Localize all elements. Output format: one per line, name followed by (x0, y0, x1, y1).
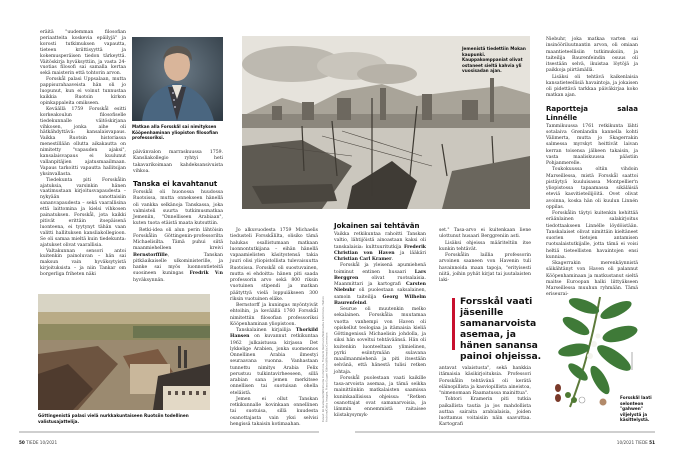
paragraph: Tammikuussa 1761 retkikunta lähti sotalaiva Grønlandin kannella kohti Välimerta, mutta jo Skagerrakin salmessa myrskyt heittivät laivan kerran toisensa jälkeen takaisin, ja vasta maaliskuussa päästiin Pohjanmerelle. (546, 123, 638, 166)
paragraph: Seurue oli muutenkin melko sekalainen. Forsskålia muutamaa vuotta vanhempi von Haven oli opiskellut teologiaa ja itämaisia kieliä Göttingenissä Michaelisin johdolla, ja siksi hän soveltui tehtäväänsä. Hän oli kuitenkin luonteeltaan ylimielinen, pyrki esiintymään sulavana maailmanmiehenä ja piti itsestään selvänä, että hänestä tulisi retken johtaja. (334, 307, 426, 375)
right-column-1 (334, 222, 426, 420)
pull-quote-bar (452, 298, 455, 350)
right-column-2-continued (439, 366, 531, 429)
paragraph: antavat valaistusta", sekä hankkia itämaisia käsikirjoituksia. Professori Forsskålin tehtävänä oli kerätä eläinopillista ja kasviopillista aineistoa, "nimenomaan Raamatussa mainittua". (439, 366, 531, 396)
paragraph: Keväällä 1759 Forsskål esitti korkeakoulun filosofiselle tiedekunnalle väitöskirjana vihkosen, jonka aihe oli hätkähdyttävä: kansalaisvapaus. Vaikka Ruotsin historiassa menestillään ollutta aikakautta on nimitetty "vapauden ajaksi", kansalaisvapaus ei kuulunut vallanpitäjien ajatusmaailmaan. Vapaus tarkoitti vapautta hallitsijan yksinvallasta. (40, 106, 126, 177)
page-number: 50 (19, 440, 25, 445)
page-folio-right (617, 440, 655, 445)
paragraph: Forsskålin täytyi kuitenkin kehittää eräänlainen salakirjoitus tiedottaakseen Linnélle löydöistään. Tanskalaiset olivat nimittäin kieltäneet suorien tietojen antamisen ruotsalaistutkijalle, jotta tämä ei voisi heltiä tieteellisten havaintojen ensi kunniaa. (546, 211, 638, 260)
right-column-2 (439, 228, 531, 284)
paragraph: Toukokuussa oltiin vihdoin Marseillessa, mistä Forsskål saattoi pistäytyä kuuluisassa Montpellier'n yliopistossa tapaamassa sikäläisiä eteviä kasvitieteilijöitä. Ovet olivat avoinna, koska hän oli kuulun Linnén oppilas. (546, 167, 638, 210)
paragraph: Skagerrakin merenkäynnistä säikähtänyt von Haven oli palannut Kööpenhaminaan ja matkustanut sieltä maitse Euroopan halki liittyäkseen Marseillessa muuhun ryhmään. Tämä eriseurai- (546, 261, 638, 298)
paragraph: Jemen ei ollut Tanskan retkikunnalle kovinkaan onnellinen tai suotuisa, sillä kuudesta osanottajasta vain yksi selvisi hengissä takaisin kotimaahan. (230, 396, 318, 427)
left-column-1 (40, 30, 126, 278)
folio-text: TIEDE 10/2021 (26, 440, 58, 445)
paragraph: Forsskål puolestaan vaati kaikille tasa-arvoista asemaa, ja tämä seikka mainittiinkin matkalaisten saamissa kuninkaallisissa ohjeissa: "Retken osanottajat ovat samanarvoisia, ja lämmin ennemmistä raitaisee kiistakysymyk- (334, 375, 426, 419)
left-column-2 (133, 150, 223, 284)
pull-quote-text: Forsskål vaati jäsenille samanarvoista asemaa, ja hänen sanansa painoi ohjeissa. (460, 296, 542, 362)
folio-text: 10/2021 TIEDE (616, 440, 648, 445)
section-heading: Jokainen sai tehtävän (334, 222, 420, 230)
paragraph: Forsskål oli huonossa huudossa Ruotsissa, mutta onnekseen hänellä oli vankka selkänoja Tanskassa, joka valmisteli suurta tutkimusmatkaa Jemeniin, "Onnelliseen Arabiaan", kuten tuota etäistä maata kutsuttiin. (133, 190, 223, 227)
paragraph: Bernstorff ja kuningas myöntyivät ehtoihin, ja keväällä 1760 Forsskål nimitettiin filosofian professoriksi Kööpenhaminan yliopistoon. (230, 303, 318, 327)
paragraph: päivänvalon marraskuussa 1759. Kansliakollegio ryhtyi heti takavarikoimaan kahdeksansivuista vihkoa. (133, 150, 223, 174)
paragraph: Retki-idea oli alun perin lähtöisin Forsskålin Göttingenin-professorilta Michaelisilta. Tämä puhui siitä maanmiehelleen kreivi Bernstorffille, Tanskan pitkäaikaiselle ulkoministerille, ja hanke sai myös luonnontieteitä suosineen kuningas Fredrik V:n hyväksynnän. (133, 227, 223, 283)
portrait-image (132, 37, 223, 121)
paragraph: Tanskalainen kirjailija Thorkild Hansen on kuvannut retkikuntaa 1962 julkaistussa kirjassa Det lykkelige Arabien, jonka suomennos Onnellinen Arabia ilmestyi seuraavana vuonna. Vanhastaan tunnettu nimitys Arabia Felix perustuu tulkintavirheeseen, sillä arabian sana jemen merkitsee onnellisen tai suotuisan ohella eteläistä. (230, 328, 318, 396)
paragraph: Forsskål palasi Uppsalaan, mutta pappisurahaaveista hän oli jo luopunut, kun ei voinut tunnustaa kaikkia Ruotsin kirkon opinkappaleita omikseen. (40, 77, 126, 106)
section-heading: Raportteja salaa Linnélle (546, 104, 638, 122)
gottingen-caption: Göttingenistä palasi vielä nurkkakuntaiseen Ruotsiin todellinen valistusajattelija. (38, 413, 189, 424)
coffee-caption: Forsskål laati selonteon "gahwen" viljelystä ja käsittelystä. (620, 395, 652, 423)
paragraph: eräitä "uudemman filosofian periaatteita koskevia epäilyjä" ja korosti tutkimuksen vapautta, tieteen kriittisyyttä ja kokemusperäisen tiedon tärkeyttä. Väitöskirja hyväksyttiin, ja vasta 24-vuotias filosofi sai samalla kertaa sekä maisterin että tohtorin arvon. (40, 30, 126, 77)
paragraph: Valtakunnan sensori antoi kuitenkin painoluvan – hän sai maksun vain hyväksytyistä kirjoituksista – ja niin Tankar om borgerliga friheten näki (40, 248, 126, 278)
right-column-3 (546, 37, 638, 299)
paragraph: Forsskålin laillia professorin arvoinen saaneen von Havenin tuli havainnoida maan tapoja, "erityisesti niitä, joihin pyhät kirjat tai juutalaisten laki- (439, 253, 531, 283)
paragraph: Tiedekunta piti Forsskålin ajatuksia, varsinkin hänen vaatimustaan kirjoitusvapaudesta – nykyään sanottaisiin sananvapaudesta – sekä vaarallisina että laittomina ja kielsi vihkosen painatuksen. Forsskål, jota kaikki pitivät erittäin itsepäisenä luonteena, ei tyytynyt tähän vaan valitti hallituksen kansliakollegioon. Se oli samaa mieltä kuin tiedekunta: ajatukset olivat vaarallisia. (40, 177, 126, 248)
paragraph: Lisäksi ohjeissa määriteltiin itse kunkin tehtävät. (439, 240, 531, 252)
paragraph: set." Tasa-arvo ei kuitenkaan liene ulottunut husaari Berggreniin asti. (439, 228, 531, 240)
pull-quote (452, 296, 546, 362)
paragraph: Niebuhr, joka matkaa varten sai insinööriluutnantin arvon, oli omiaan maantieteellisiin tutkimuksiin, ja taiteilija Baurenfeindin osuus oli itsestään selvä, ikuistaa löytöjä ja paikkoja piirtämällä. (546, 37, 638, 74)
paragraph: Forsskål ja yleisenä apumiehenä toiminut entinen husaari Lars Berggren olivat ruotsalaisia. Maanmittari ja kartografi Carsten Niebuhr oli puolestaan saksalainen, samoin taiteilija Georg Wilhelm Baurenfeind. (334, 263, 426, 306)
paragraph: Lisäksi oli tehtävä kaikenlaisia kansatieteellisiä havaintoja, ja jokaisen oli pidettävä tarkkaa päiväkirjaa koko matkan ajan. (546, 74, 638, 99)
page-number: 51 (649, 440, 655, 445)
portrait-caption: Matkan alla Forsskål sai nimityksen Kööpenhaminan yliopiston filosofian professoriksi. (132, 124, 219, 141)
left-column-3 (230, 228, 318, 428)
footer-rule-right (355, 431, 655, 433)
paragraph: Vaikka retkikuntaa rahoitti Tanskan valtio, lähtijöistä ainoastaan kaksi oli tanskalaisia: kulttuuritutkija Frederik Christian von Haven ja lääkäri Christian Carl Kramer. (334, 232, 427, 262)
page-folio-left (19, 440, 57, 445)
coffee-plant-illustration (548, 292, 653, 412)
section-heading: Tanska ei kavahtanut (133, 180, 218, 188)
mocha-caption: Jemenistä tiedettiin Mokan kaupunki. Kauppakomppaniat olivat ostaneet sieltä kahvia yli vuosisadan ajan. (462, 46, 526, 74)
gottingen-painting (38, 294, 210, 410)
paragraph: Tohtori Kramerin piti tutkia paikallista tautia ja jos mahdollista auttaa sairaita arabialaisia, joiden luottamus voitaisiin näin saavuttaa. Kartografi (439, 397, 531, 428)
paragraph: Jo alkuvuodesta 1759 Michaelis tiedusteli Forsskålilta, olisiko tämä halukas osallistumaan matkaan luonnontutkijana – eihän hänellä vapaamielisten käsitystensä takia juuri olisi yliopistollista tulevaisuutta Ruotsissa. Forsskål oli suostuvainen, mutta ei ehdoitta: hänen piti saada professorin arvo sekä 800 riksin vuotuinen stipendi ja matkan päätyttyä vielä loppuiäkseen 300 riksin vuotuinen eläke. (230, 228, 318, 302)
footer-rule-left (19, 431, 319, 433)
photo-credit: Kuvat: Ro Gallaudet/Wikimedia Commons, Frederik Reimann/Wikimedia Commons, Hulton Archive/Getty Images, Franz Eugen Köhler/Wikimedia Commons (321, 296, 329, 422)
